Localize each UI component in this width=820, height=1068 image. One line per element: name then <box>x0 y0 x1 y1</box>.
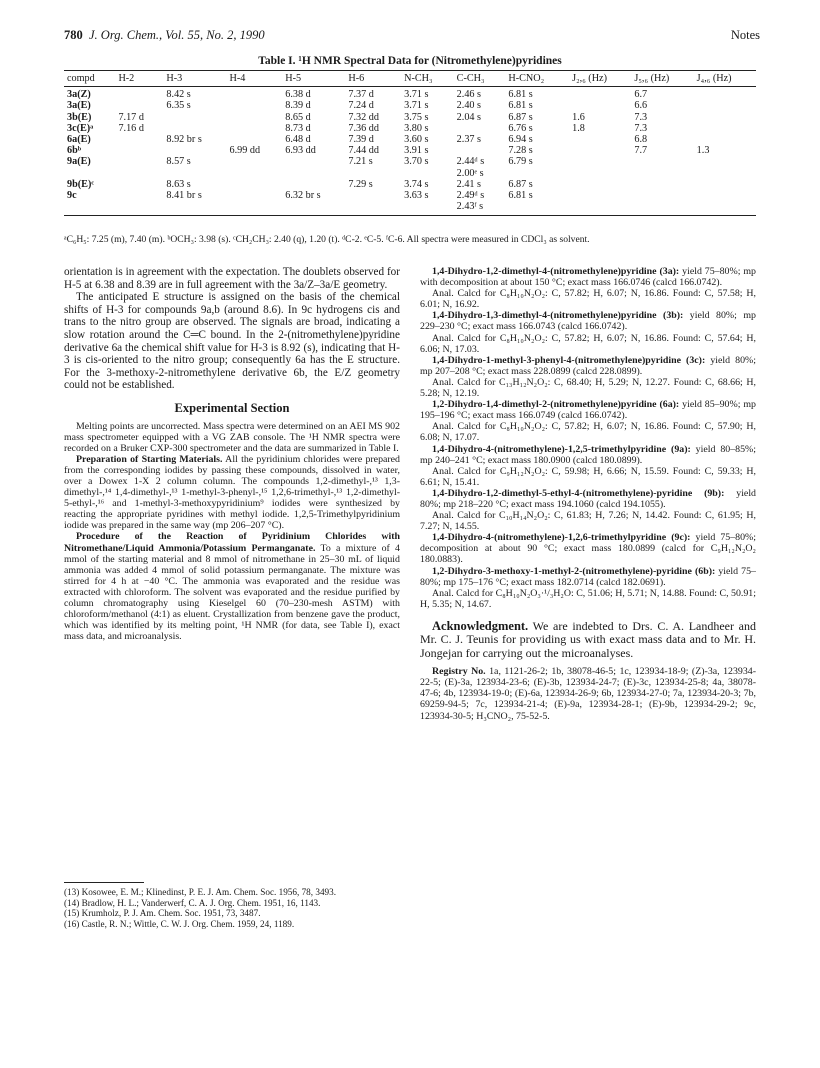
table-cell: 6.93 dd <box>285 145 316 157</box>
compound-entry <box>420 355 756 377</box>
compound-data: yield 80%; mp 218–220 °C; exact mass 194.1060 (calcd 194.1055). <box>420 487 756 510</box>
table-cell <box>227 112 283 123</box>
table-cell: 6.87 s <box>508 178 533 190</box>
table-cell <box>115 190 163 201</box>
table-cell: 1.6 <box>572 111 585 123</box>
compound-name: 1,4-Dihydro-1,3-dimethyl-4-(nitromethylene)pyridine (3b): <box>432 310 684 322</box>
table-cell: 3.70 s <box>404 156 429 168</box>
table-cell <box>569 100 631 111</box>
compound-cell <box>64 201 115 216</box>
table-cell: 6.7 <box>634 89 648 101</box>
table-cell <box>115 201 163 216</box>
reference-item: (15) Krumholz, P. J. Am. Chem. Soc. 1951, 73, 3487. <box>64 908 261 919</box>
table-cell: 7.3 <box>634 122 648 134</box>
column-header: C-CH₃ <box>454 71 506 87</box>
table-cell <box>505 201 569 216</box>
table-footnote: ᵃC₆H₅: 7.25 (m), 7.40 (m). ᵇOCH₃: 3.98 (s). ᶜCH₂CH₃: 2.40 (q), 1.20 (t). ᵈC-2. ᵉC-5. ᶠC-6. All spectra were measured in CDCl₃ as solvent. <box>64 234 590 245</box>
table-cell <box>345 168 401 179</box>
table-cell <box>227 168 283 179</box>
table-cell: 8.63 s <box>166 178 191 190</box>
table-cell: 7.29 s <box>348 178 373 190</box>
compound-data: yield 75–80%; mp with decomposition at about 150 °C; exact mass 166.0746 (calcd 166.0742). <box>420 266 756 289</box>
table-cell <box>282 201 345 216</box>
compound-entry <box>420 444 756 466</box>
column-header: H-2 <box>115 71 163 87</box>
table-cell: 6.35 s <box>166 100 191 112</box>
analysis-line: Anal. Calcd for C₉H₁₂N₂O₂: C, 59.98; H, 6.66; N, 15.59. Found: C, 59.33; H, 6.61; N, 15.41. <box>420 465 756 488</box>
table-cell <box>694 179 756 190</box>
compound-data: yield 80%; mp 229–230 °C; exact mass 166.0743 (calcd 166.0742). <box>420 310 756 333</box>
table-cell: 3.91 s <box>404 145 429 157</box>
section-name: Notes <box>730 28 760 42</box>
table-cell: 6.32 br s <box>285 190 321 202</box>
table-row <box>64 112 756 123</box>
column-header: H-6 <box>345 71 401 87</box>
table-cell: 8.92 br s <box>166 134 202 146</box>
table-row <box>64 123 756 134</box>
table-cell <box>694 201 756 216</box>
compound-name: 1,4-Dihydro-1,2-dimethyl-4-(nitromethylene)pyridine (3a): <box>432 266 680 277</box>
compound-cell: 6a(E) <box>67 134 91 146</box>
analysis-line: Anal. Calcd for C₈H₁₀N₂O₂: C, 57.82; H, 6.07; N, 16.86. Found: C, 57.58; H, 6.01; N, 16.92. <box>420 288 756 311</box>
table-cell <box>694 112 756 123</box>
compound-cell <box>64 168 115 179</box>
table-cell: 6.81 s <box>508 190 533 202</box>
table-cell <box>569 168 631 179</box>
run-in-heading: Preparation of Starting Materials. <box>76 453 223 465</box>
table-cell: 6.6 <box>634 100 648 112</box>
table-cell <box>401 201 454 216</box>
paragraph-text: All the pyridinium chlorides were prepared from the corresponding iodides by passing these compounds, dissolved in water, over a Dowex 1-X 2 column column. The compounds 1,2-dimethyl-,¹³ 1,3-dimethyl-,¹⁴ 1,4-dimethyl-,¹³ 1-methyl-3-phenyl-,¹⁵ 1,2,6-trimethyl-,¹³ 1,2-dimethyl-5-ethyl-,¹⁶ and 1-methyl-3-methoxypyridinium⁹ iodides were synthesized by reacting the appropriate pyridines with methyl iodide. 1,2,5-Trimethylpyridinium iodide was prepared in the same way (mp 206–207 °C). <box>64 453 400 532</box>
compound-cell: 3b(E) <box>67 111 92 123</box>
table-cell: 8.42 s <box>166 89 191 101</box>
table-cell: 3.75 s <box>404 111 429 123</box>
table-cell: 6.81 s <box>508 100 533 112</box>
right-column <box>420 266 756 722</box>
registry-text: 1a, 1121-26-2; 1b, 38078-46-5; 1c, 123934-18-9; (Z)-3a, 123934-22-5; (E)-3a, 123934-23-6; (E)-3b, 123934-24-7; (E)-3c, 123934-25-8; 4a, 38078-47-6; 4b, 123934-19-0; (E)-6a, 123934-26-9; 6b, 123934-27-0; 7a, 123934-20-3; 7b, 69259-94-5; 7c, 123934-21-4; (E)-9a, 123934-28-1; (E)-9b, 123934-29-2; 9c, 123934-30-5; H₃CNO₂, 75-52-5. <box>420 666 756 722</box>
compound-cell: 9a(E) <box>67 156 91 168</box>
table-cell <box>694 134 756 145</box>
compound-entry <box>420 488 756 510</box>
compound-cell: 9c <box>67 190 77 202</box>
compound-entry <box>420 399 756 421</box>
table-cell <box>631 201 693 216</box>
table-cell <box>569 190 631 201</box>
column-header: H-5 <box>282 71 345 87</box>
compound-cell: 3c(E)ᵃ <box>67 122 94 134</box>
compound-cell: 3a(E) <box>67 100 91 112</box>
table-cell <box>227 201 283 216</box>
reference-item: (14) Bradlow, H. L.; Vanderwerf, C. A. J. Org. Chem. 1951, 16, 1143. <box>64 897 321 908</box>
compound-entry <box>420 566 756 588</box>
table-cell <box>345 201 401 216</box>
column-header: H-CNO₂ <box>505 71 569 87</box>
reference-item: (16) Castle, R. N.; Wittle, C. W. J. Org. Chem. 1959, 24, 1189. <box>64 918 295 929</box>
table-cell: 7.7 <box>634 145 648 157</box>
table-cell: 6.81 s <box>508 89 533 101</box>
compound-name: 1,4-Dihydro-4-(nitromethylene)-1,2,5-trimethylpyridine (9a): <box>432 443 691 455</box>
section-title: Experimental Section <box>174 400 290 415</box>
table-cell: 6.99 dd <box>229 145 261 157</box>
table-cell <box>569 156 631 167</box>
experimental-paragraph <box>64 454 400 532</box>
compound-entry <box>420 310 756 332</box>
table-cell <box>569 179 631 190</box>
table-row <box>64 134 756 145</box>
table-cell <box>345 190 401 201</box>
table-cell: 2.46 s <box>456 89 482 101</box>
table-cell <box>115 87 163 101</box>
table-cell: 6.87 s <box>508 111 533 123</box>
table-cell: 8.39 d <box>285 100 311 112</box>
table-cell <box>694 100 756 111</box>
analysis-line: Anal. Calcd for C₈H₁₀N₂O₃·¹/₃H₂O: C, 51.06; H, 5.71; N, 14.88. Found: C, 50.91; H, 5.35; N, 14.67. <box>420 587 756 610</box>
table-cell <box>694 123 756 134</box>
column-header: compd <box>64 71 115 87</box>
table-cell <box>227 156 283 167</box>
compound-name: 1,4-Dihydro-1-methyl-3-phenyl-4-(nitromethylene)pyridine (3c): <box>432 354 706 366</box>
acknowledgment <box>420 620 756 660</box>
page-number: 780 <box>64 28 83 42</box>
column-header: J₂,₆ (Hz) <box>569 71 631 87</box>
compound-data: yield 85–90%; mp 195–196 °C; exact mass 166.0749 (calcd 166.0742). <box>420 399 756 422</box>
table-cell <box>163 145 226 156</box>
table-cell <box>631 179 693 190</box>
table-cell: 2.40 s <box>456 100 482 112</box>
table-cell: 7.17 d <box>118 111 144 123</box>
table-cell: 8.73 d <box>285 122 311 134</box>
compound-data: yield 75–80%; decomposition at about 90 °C; exact mass 180.0899 (calcd for C₉H₁₂N₂O₂ 180.0883). <box>420 532 757 566</box>
registry-heading: Registry No. <box>432 666 486 678</box>
analysis-line: Anal. Calcd for C₁₀H₁₄N₂O₂: C, 61.83; H, 7.26; N, 14.42. Found: C, 61.95; H, 7.27; N, 14.55. <box>420 510 756 533</box>
table-cell <box>115 156 163 167</box>
table-cell <box>282 156 345 167</box>
table-cell <box>227 123 283 134</box>
compound-data: yield 80%; mp 207–208 °C; exact mass 228.0899 (calcd 228.0899). <box>420 354 756 377</box>
reference-divider <box>64 882 144 883</box>
table-cell: 6.94 s <box>508 134 533 146</box>
table-row <box>64 156 756 167</box>
table-cell <box>115 134 163 145</box>
references <box>64 882 400 929</box>
table-cell <box>631 190 693 201</box>
table-row <box>64 190 756 201</box>
paragraph-text: To a mixture of 4 mmol of the starting material and 8 mmol of nitromethane in 25–30 mL of liquid ammonia was added 4 mmol of solid potassium permanganate. The mixture was stirred for 4 h at −40 °C. The ammonia was evaporated and the residue was extracted with chloroform. The solvent was evaporated and the residue purified by column chromatography using Kieselgel 60 (70–230-mesh ASTM) with chloroform/methanol (4:1) as eluent. Crystallization from benzene gave the product, which was identified by its melting point, ¹H NMR (for data, see Table I), exact mass data, and microanalysis. <box>64 542 400 643</box>
table-row <box>64 201 756 216</box>
table-cell: 6.76 s <box>508 122 533 134</box>
table-cell: 3.74 s <box>404 178 429 190</box>
table-cell <box>569 145 631 156</box>
table-cell <box>569 201 631 216</box>
column-header: J₅,₆ (Hz) <box>631 71 693 87</box>
table-cell: 3.71 s <box>404 100 429 112</box>
table-cell <box>631 156 693 167</box>
table-cell: 1.8 <box>572 122 585 134</box>
table-cell <box>694 156 756 167</box>
table-cell <box>694 168 756 179</box>
table-cell: 2.43ᶠ s <box>454 201 506 216</box>
column-header: H-4 <box>227 71 283 87</box>
table-cell: 7.24 d <box>348 100 374 112</box>
table-cell: 8.57 s <box>166 156 191 168</box>
table-cell: 7.39 d <box>348 134 374 146</box>
experimental-paragraph: Melting points are uncorrected. Mass spectra were determined on an AEI MS 902 mass spectrometer equipped with a VG ZAB console. The ¹H NMR spectra were recorded on a Bruker CXP-300 spectrometer and the data are summarized in Table I. <box>64 420 400 454</box>
table-cell <box>163 168 226 179</box>
table-cell <box>227 87 283 101</box>
compound-cell: 6bᵇ <box>67 145 82 157</box>
table-cell <box>163 201 226 216</box>
table-cell <box>115 168 163 179</box>
table-cell: 7.36 dd <box>348 122 379 134</box>
table-cell <box>401 168 454 179</box>
table-cell: 6.38 d <box>285 89 311 101</box>
table-cell: 7.21 s <box>348 156 373 168</box>
table-cell: 2.04 s <box>456 111 482 123</box>
table-cell: 3.71 s <box>404 89 429 101</box>
registry-numbers <box>420 666 756 721</box>
table-cell: 2.37 s <box>456 134 482 146</box>
table-cell <box>115 145 163 156</box>
table-cell: 3.60 s <box>404 134 429 146</box>
left-column <box>64 266 400 642</box>
table-cell: 6.48 d <box>285 134 311 146</box>
nmr-data-table <box>64 70 756 216</box>
table-cell: 6.8 <box>634 134 648 146</box>
run-in-heading: Procedure of the Reaction of Pyridinium Chlorides with Nitromethane/Liquid Ammonia/Potassium Permanganate. <box>64 531 400 554</box>
table-cell: 7.37 d <box>348 89 374 101</box>
compound-name: 1,4-Dihydro-1,2-dimethyl-5-ethyl-4-(nitromethylene)-pyridine (9b): <box>432 487 725 499</box>
compound-list <box>420 266 756 610</box>
table-cell: 7.28 s <box>508 145 533 157</box>
table-cell: 2.41 s <box>456 178 482 190</box>
column-header: H-3 <box>163 71 226 87</box>
table-cell <box>569 87 631 101</box>
table-cell <box>227 190 283 201</box>
table-cell <box>454 145 506 156</box>
compound-data: yield 80–85%; mp 240–241 °C; exact mass 180.0900 (calcd 180.0899). <box>420 443 756 466</box>
table-cell: 7.32 dd <box>348 111 379 123</box>
table-cell <box>694 190 756 201</box>
analysis-line: Anal. Calcd for C₈H₁₀N₂O₂: C, 57.82; H, 6.07; N, 16.86. Found: C, 57.90; H, 6.08; N, 17.07. <box>420 421 756 444</box>
acknowledgment-heading: Acknowledgment. <box>432 618 529 633</box>
table-cell <box>454 123 506 134</box>
table-cell: 2.00ᵉ s <box>456 167 484 179</box>
table-cell <box>163 112 226 123</box>
table-cell <box>115 179 163 190</box>
table-header-row <box>64 71 756 87</box>
table-cell <box>631 168 693 179</box>
compound-cell: 3a(Z) <box>67 89 91 101</box>
table-cell: 2.49ᵈ s <box>456 190 485 202</box>
table-cell: 7.3 <box>634 111 648 123</box>
compound-entry <box>420 532 756 565</box>
table-cell <box>569 134 631 145</box>
table-cell: 8.41 br s <box>166 190 202 202</box>
table-cell: 3.80 s <box>404 122 429 134</box>
table-cell: 3.63 s <box>404 190 429 202</box>
reference-item: (13) Kosowee, E. M.; Klinedinst, P. E. J. Am. Chem. Soc. 1956, 78, 3493. <box>64 887 337 897</box>
table-cell: 7.44 dd <box>348 145 379 157</box>
table-row <box>64 100 756 111</box>
table-cell: 7.16 d <box>118 122 144 134</box>
table-cell: 1.3 <box>696 145 710 157</box>
analysis-line: Anal. Calcd for C₈H₁₀N₂O₂: C, 57.82; H, 6.07; N, 16.86. Found: C, 57.64; H, 6.06; N, 17.03. <box>420 332 756 355</box>
table-body <box>64 87 756 216</box>
table-row <box>64 168 756 179</box>
table-cell <box>227 179 283 190</box>
compound-cell: 9b(E)ᶜ <box>67 178 94 190</box>
acknowledgment-text: We are indebted to Drs. C. A. Landheer and Mr. C. J. Teunis for providing us with exact mass data and to Mr. H. Jongejan for carrying out the microanalyses. <box>420 618 756 660</box>
table-cell: 8.65 d <box>285 111 311 123</box>
header-left <box>64 28 265 43</box>
journal-citation: J. Org. Chem., Vol. 55, No. 2, 1990 <box>89 28 265 42</box>
compound-name: 1,2-Dihydro-1,4-dimethyl-2-(nitromethylene)pyridine (6a): <box>432 399 680 411</box>
column-header: J₄,₆ (Hz) <box>694 71 756 87</box>
analysis-line: Anal. Calcd for C₁₃H₁₂N₂O₂: C, 68.40; H, 5.29; N, 12.27. Found: C, 68.66; H, 5.28; N, 12.19. <box>420 376 756 400</box>
compound-name: 1,2-Dihydro-3-methoxy-1-methyl-2-(nitromethylene)-pyridine (6b): <box>432 565 716 577</box>
table-cell <box>694 87 756 101</box>
table-caption: Table I. ¹H NMR Spectral Data for (Nitromethylene)pyridines <box>258 55 562 67</box>
compound-name: 1,4-Dihydro-4-(nitromethylene)-1,2,6-trimethylpyridine (9c): <box>432 532 691 544</box>
table-cell <box>115 100 163 111</box>
compound-entry <box>420 266 756 288</box>
table-cell: 2.44ᵈ s <box>456 156 485 168</box>
table-cell <box>505 168 569 179</box>
table-cell <box>227 134 283 145</box>
body-paragraph: orientation is in agreement with the expectation. The doublets observed for H-5 at 6.38 and 8.39 are in full agreement with the 3a/Z–3a/E geometry. <box>64 266 400 291</box>
compound-data: yield 75–80%; mp 175–176 °C; exact mass 182.0714 (calcd 182.0691). <box>420 565 756 588</box>
table-row <box>64 87 756 101</box>
experimental-paragraph <box>64 531 400 642</box>
table-row <box>64 145 756 156</box>
table-cell: 6.79 s <box>508 156 533 168</box>
column-header: N-CH₃ <box>401 71 454 87</box>
table-cell <box>282 168 345 179</box>
table-row <box>64 179 756 190</box>
table-cell <box>163 123 226 134</box>
table-cell <box>227 100 283 111</box>
body-paragraph: The anticipated E structure is assigned on the basis of the chemical shifts of H-3 for compounds 9a,b (around 8.6). In 9c hydrogens cis and trans to the nitro group are observed. The signals are broad, indicating a slow rotation around the C═C bound. In the 2-(nitromethylene)pyridine derivative 6a the chemical shift value for H-3 is 8.92 (s), indicating that H-3 is cis-oriented to the nitro group; consequently 6a has the E structure. For the 3-methoxy-2-nitromethylene derivative 6b, the E/Z geometry could not be established. <box>64 291 400 392</box>
table-cell <box>282 179 345 190</box>
